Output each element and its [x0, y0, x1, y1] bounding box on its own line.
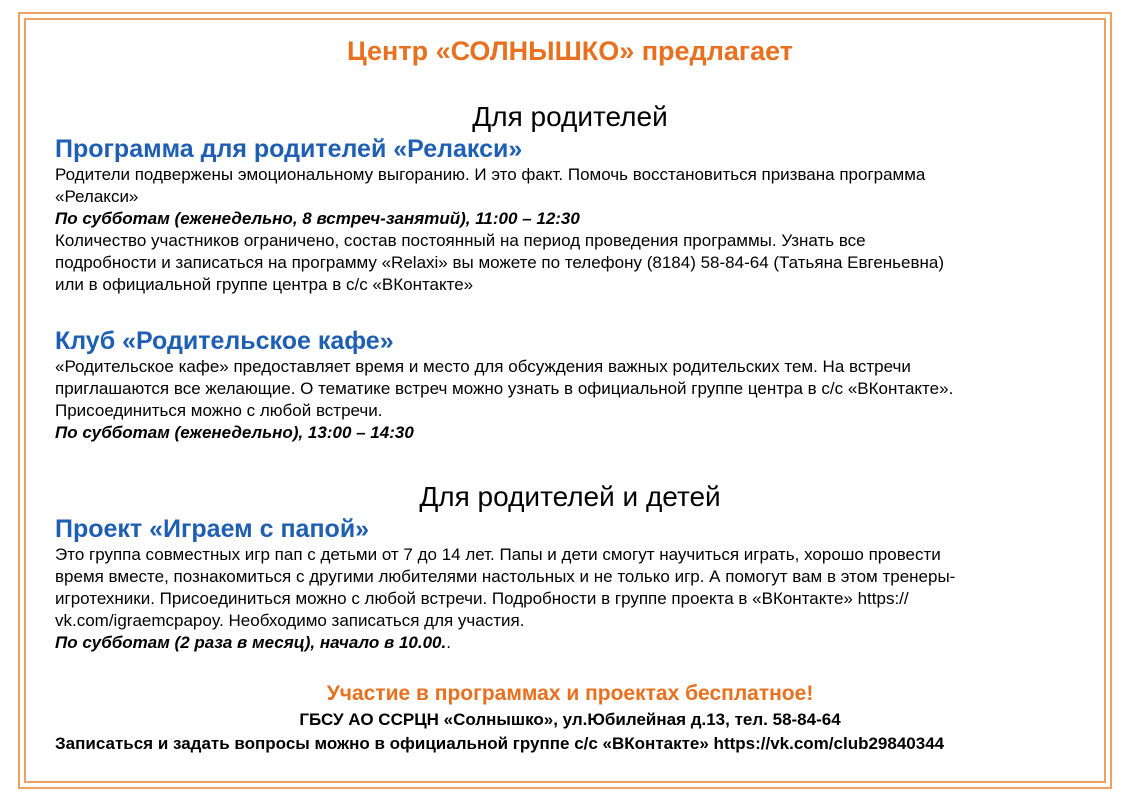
program-schedule: По субботам (2 раза в месяц), начало в 10.00.: [55, 633, 447, 652]
program-title-parent-cafe: Клуб «Родительское кафе»: [55, 327, 394, 355]
program-text: Количество участников ограничено, состав постоянный на период проведения программы. Узнать все: [55, 231, 866, 250]
program-parent-cafe: [55, 326, 1085, 444]
program-text: приглашаются все желающие. О тематике встреч можно узнать в официальной группе центра в с/с «ВКонтакте».: [55, 379, 954, 398]
program-play-with-dad: [55, 514, 1085, 654]
section-heading-parents-children: Для родителей и детей: [419, 481, 721, 512]
free-participation-note: Участие в программах и проектах бесплатное!: [326, 682, 814, 705]
flyer-content: [55, 30, 1085, 756]
contact-info: Записаться и задать вопросы можно в официальной группе с/с «ВКонтакте» https://vk.com/club29840344: [55, 734, 945, 753]
program-text: подробности и записаться на программу «Relaxi» вы можете по телефону (8184) 58-84-64 (Татьяна Евгеньевна): [55, 253, 945, 272]
program-text: Родители подвержены эмоциональному выгоранию. И это факт. Помочь восстановиться призвана программа: [55, 165, 926, 184]
program-text: vk.com/igraemcpapoy. Необходимо записаться для участия.: [55, 611, 525, 630]
program-text: или в официальной группе центра в с/с «ВКонтакте»: [55, 275, 474, 294]
program-relaxi: [55, 134, 1085, 296]
organization-address: ГБСУ АО ССРЦН «Солнышко», ул.Юбилейная д.13, тел. 58-84-64: [299, 710, 841, 729]
program-text: время вместе, познакомиться с другими любителями настольных и не только игр. А помогут вам в этом тренеры-: [55, 567, 956, 586]
program-text: Это группа совместных игр пап с детьми от 7 до 14 лет. Папы и дети смогут научиться играть, хорошо провести: [55, 545, 941, 564]
schedule-tail: .: [446, 633, 451, 652]
page-title: Центр «СОЛНЫШКО» предлагает: [346, 36, 794, 66]
program-text: «Родительское кафе» предоставляет время и место для обсуждения важных родительских тем. На встречи: [55, 357, 911, 376]
program-text: игротехники. Присоединиться можно с любой встречи. Подробности в группе проекта в «ВКонтакте» https://: [55, 589, 909, 608]
program-schedule: По субботам (еженедельно, 8 встреч-занятий), 11:00 – 12:30: [55, 209, 580, 228]
program-schedule-line: [55, 632, 1085, 654]
section-heading-parents: Для родителей: [472, 101, 668, 132]
program-title-relaxi: Программа для родителей «Релакси»: [55, 135, 523, 163]
program-text: «Релакси»: [55, 187, 139, 206]
program-text: Присоединиться можно с любой встречи.: [55, 401, 383, 420]
program-schedule: По субботам (еженедельно), 13:00 – 14:30: [55, 423, 414, 442]
program-title-play-with-dad: Проект «Играем с папой»: [55, 515, 370, 543]
